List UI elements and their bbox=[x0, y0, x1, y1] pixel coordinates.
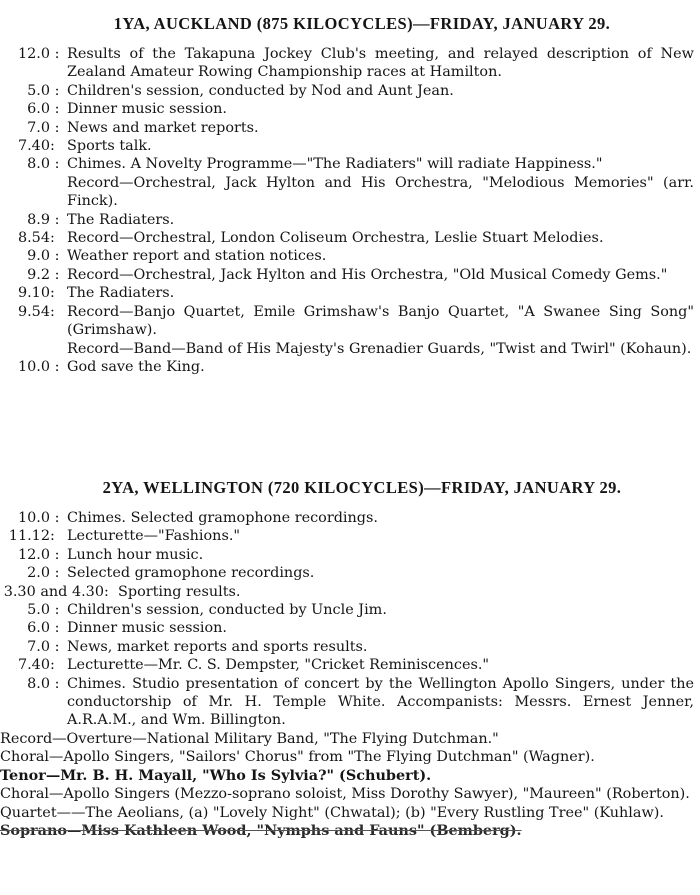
entry-text: News, market reports and sports results. bbox=[67, 638, 368, 655]
programme-entry: 10.0 : Chimes. Selected gramophone recordings. bbox=[0, 509, 700, 527]
programme-entry: 6.0 : Dinner music session. bbox=[0, 100, 700, 118]
programme-entry: 8.9 : The Radiaters. bbox=[0, 211, 700, 229]
entry-time: 6.0 bbox=[27, 620, 50, 637]
entry-time: 3.30 and 4.30 bbox=[3, 583, 104, 600]
programme-subitem: Record—Overture—National Military Band, "The Flying Dutchman." bbox=[0, 730, 499, 747]
entry-time: 9.2 bbox=[27, 266, 50, 283]
entry-time: 9.54 bbox=[17, 303, 50, 320]
programme-entry: 7.0 : News and market reports. bbox=[0, 119, 700, 137]
programme-entry: 7.40: Lecturette—Mr. C. S. Dempster, "Cricket Reminiscences." bbox=[0, 656, 700, 674]
programme-entry: 9.54: Record—Banjo Quartet, Emile Grimshaw's Banjo Quartet, "A Swanee Sing Song" (Grimshaw). bbox=[0, 303, 700, 340]
programme-entry: 7.0 : News, market reports and sports results. bbox=[0, 638, 700, 656]
entry-time: 12.0 bbox=[17, 46, 50, 62]
entry-time: 8.0 bbox=[27, 156, 50, 173]
programme-entry: 8.0 : Chimes. A Novelty Programme—"The Radiaters" will radiate Happiness." bbox=[0, 155, 700, 173]
entry-time: 7.40 bbox=[17, 657, 50, 674]
entry-time: 7.0 bbox=[27, 119, 50, 136]
entry-text: Record—Banjo Quartet, Emile Grimshaw's Banjo Quartet, "A Swanee Sing Song" (Grimshaw). bbox=[67, 303, 694, 339]
programme-entry: 5.0 : Children's session, conducted by Nod and Aunt Jean. bbox=[0, 82, 700, 100]
entry-time: 8.0 bbox=[27, 675, 50, 692]
entry-text: News and market reports. bbox=[67, 119, 259, 136]
programme-entry: 9.10: The Radiaters. bbox=[0, 284, 700, 302]
entry-text: Weather report and station notices. bbox=[67, 248, 327, 265]
entry-time: 9.0 bbox=[27, 248, 50, 265]
programme-entry: 3.30 and 4.30: Sporting results. bbox=[0, 583, 700, 601]
programme-subitem: Record—Orchestral, Jack Hylton and His Orchestra, "Melodious Memories" (arr. Finck). bbox=[67, 174, 694, 210]
programme-entry: 7.40: Sports talk. bbox=[0, 137, 700, 155]
entry-time: 5.0 bbox=[27, 602, 50, 619]
entry-text: Chimes. Studio presentation of concert by the Wellington Apollo Singers, under the conductorship of Mr. H. Temple White. Accompanists: Messrs. Ernest Jenner, A.R.A.M., and Wm. Billington. bbox=[67, 675, 694, 729]
entry-text: Chimes. A Novelty Programme—"The Radiaters" will radiate Happiness." bbox=[67, 156, 603, 173]
entry-time: 7.0 bbox=[27, 638, 50, 655]
entry-time: 8.54 bbox=[17, 230, 50, 247]
programme-subitem: Tenor—Mr. B. H. Mayall, "Who Is Sylvia?" (Schubert). bbox=[0, 766, 432, 784]
programme-entry: 6.0 : Dinner music session. bbox=[0, 619, 700, 637]
programme-subitem: Choral—Apollo Singers (Mezzo-soprano soloist, Miss Dorothy Sawyer), "Maureen" (Roberton). bbox=[0, 786, 690, 803]
entry-time: 10.0 bbox=[17, 510, 50, 526]
entry-text: Chimes. Selected gramophone recordings. bbox=[67, 510, 378, 526]
entry-time: 6.0 bbox=[27, 101, 50, 118]
entry-time: 8.9 bbox=[27, 211, 50, 228]
programme-entry: 9.0 : Weather report and station notices. bbox=[0, 247, 700, 265]
entry-text: Lunch hour music. bbox=[67, 546, 204, 563]
entry-time: 7.40 bbox=[17, 138, 50, 155]
programme-entry: 8.54: Record—Orchestral, London Coliseum Orchestra, Leslie Stuart Melodies. bbox=[0, 229, 700, 247]
entry-text: Results of the Takapuna Jockey Club's meeting, and relayed description of New Zealand Amateur Rowing Championship races at Hamilton. bbox=[67, 46, 694, 81]
programme-entry: 12.0 : Lunch hour music. bbox=[0, 546, 700, 564]
entry-time: 5.0 bbox=[27, 82, 50, 99]
entry-text: The Radiaters. bbox=[67, 211, 175, 228]
entry-time: 9.10 bbox=[17, 285, 50, 302]
entry-text: Dinner music session. bbox=[67, 620, 227, 637]
entry-time: 10.0 bbox=[17, 358, 50, 375]
programme-entry: 2.0 : Selected gramophone recordings. bbox=[0, 564, 700, 582]
programme-list-auckland bbox=[0, 45, 700, 376]
entry-text: Children's session, conducted by Nod and Aunt Jean. bbox=[67, 82, 454, 99]
programme-list-wellington bbox=[0, 509, 700, 840]
section-heading-wellington: 2YA, WELLINGTON (720 KILOCYCLES)—FRIDAY, JANUARY 29. bbox=[102, 478, 622, 497]
entry-text: Dinner music session. bbox=[67, 101, 227, 118]
entry-text: Record—Orchestral, London Coliseum Orchestra, Leslie Stuart Melodies. bbox=[67, 230, 604, 247]
entry-text: Children's session, conducted by Uncle Jim. bbox=[67, 602, 387, 619]
entry-time: 11.12 bbox=[8, 528, 50, 545]
programme-subitem: Choral—Apollo Singers, "Sailors' Chorus" from "The Flying Dutchman" (Wagner). bbox=[0, 749, 595, 766]
programme-subitem: Quartet——The Aeolians, (a) "Lovely Night" (Chwatal); (b) "Every Rustling Tree" (Kuhlaw). bbox=[0, 804, 664, 821]
section-heading-auckland: 1YA, AUCKLAND (875 KILOCYCLES)—FRIDAY, JANUARY 29. bbox=[113, 14, 611, 33]
programme-entry: 5.0 : Children's session, conducted by Uncle Jim. bbox=[0, 601, 700, 619]
entry-text: Selected gramophone recordings. bbox=[67, 565, 315, 582]
entry-text: God save the King. bbox=[67, 358, 205, 375]
programme-entry: 9.2 : Record—Orchestral, Jack Hylton and His Orchestra, "Old Musical Comedy Gems." bbox=[0, 266, 700, 284]
programme-subitem: Record—Band—Band of His Majesty's Grenadier Guards, "Twist and Twirl" (Kohaun). bbox=[67, 340, 692, 357]
entry-text: Sporting results. bbox=[118, 583, 241, 600]
programme-entry: 10.0 : God save the King. bbox=[0, 358, 700, 376]
entry-text: Sports talk. bbox=[67, 138, 152, 155]
entry-time: 12.0 bbox=[17, 546, 50, 563]
programme-entry: 12.0 : Results of the Takapuna Jockey Club's meeting, and relayed description of New Zealand Amateur Rowing Championship races at Hamilton. bbox=[0, 45, 700, 82]
entry-text: Record—Orchestral, Jack Hylton and His Orchestra, "Old Musical Comedy Gems." bbox=[67, 266, 668, 283]
entry-time: 2.0 bbox=[27, 565, 50, 582]
entry-text: Lecturette—"Fashions." bbox=[67, 528, 241, 545]
entry-text: The Radiaters. bbox=[67, 285, 175, 302]
programme-entry: 11.12: Lecturette—"Fashions." bbox=[0, 527, 700, 545]
programme-subitem: Soprano—Miss Kathleen Wood, "Nymphs and Fauns" (Bemberg). bbox=[0, 821, 522, 839]
programme-entry: 8.0 : Chimes. Studio presentation of concert by the Wellington Apollo Singers, under the conductorship of Mr. H. Temple White. Accompanists: Messrs. Ernest Jenner, A.R.A.M., and Wm. Billington. bbox=[0, 675, 700, 730]
entry-text: Lecturette—Mr. C. S. Dempster, "Cricket Reminiscences." bbox=[67, 657, 490, 674]
